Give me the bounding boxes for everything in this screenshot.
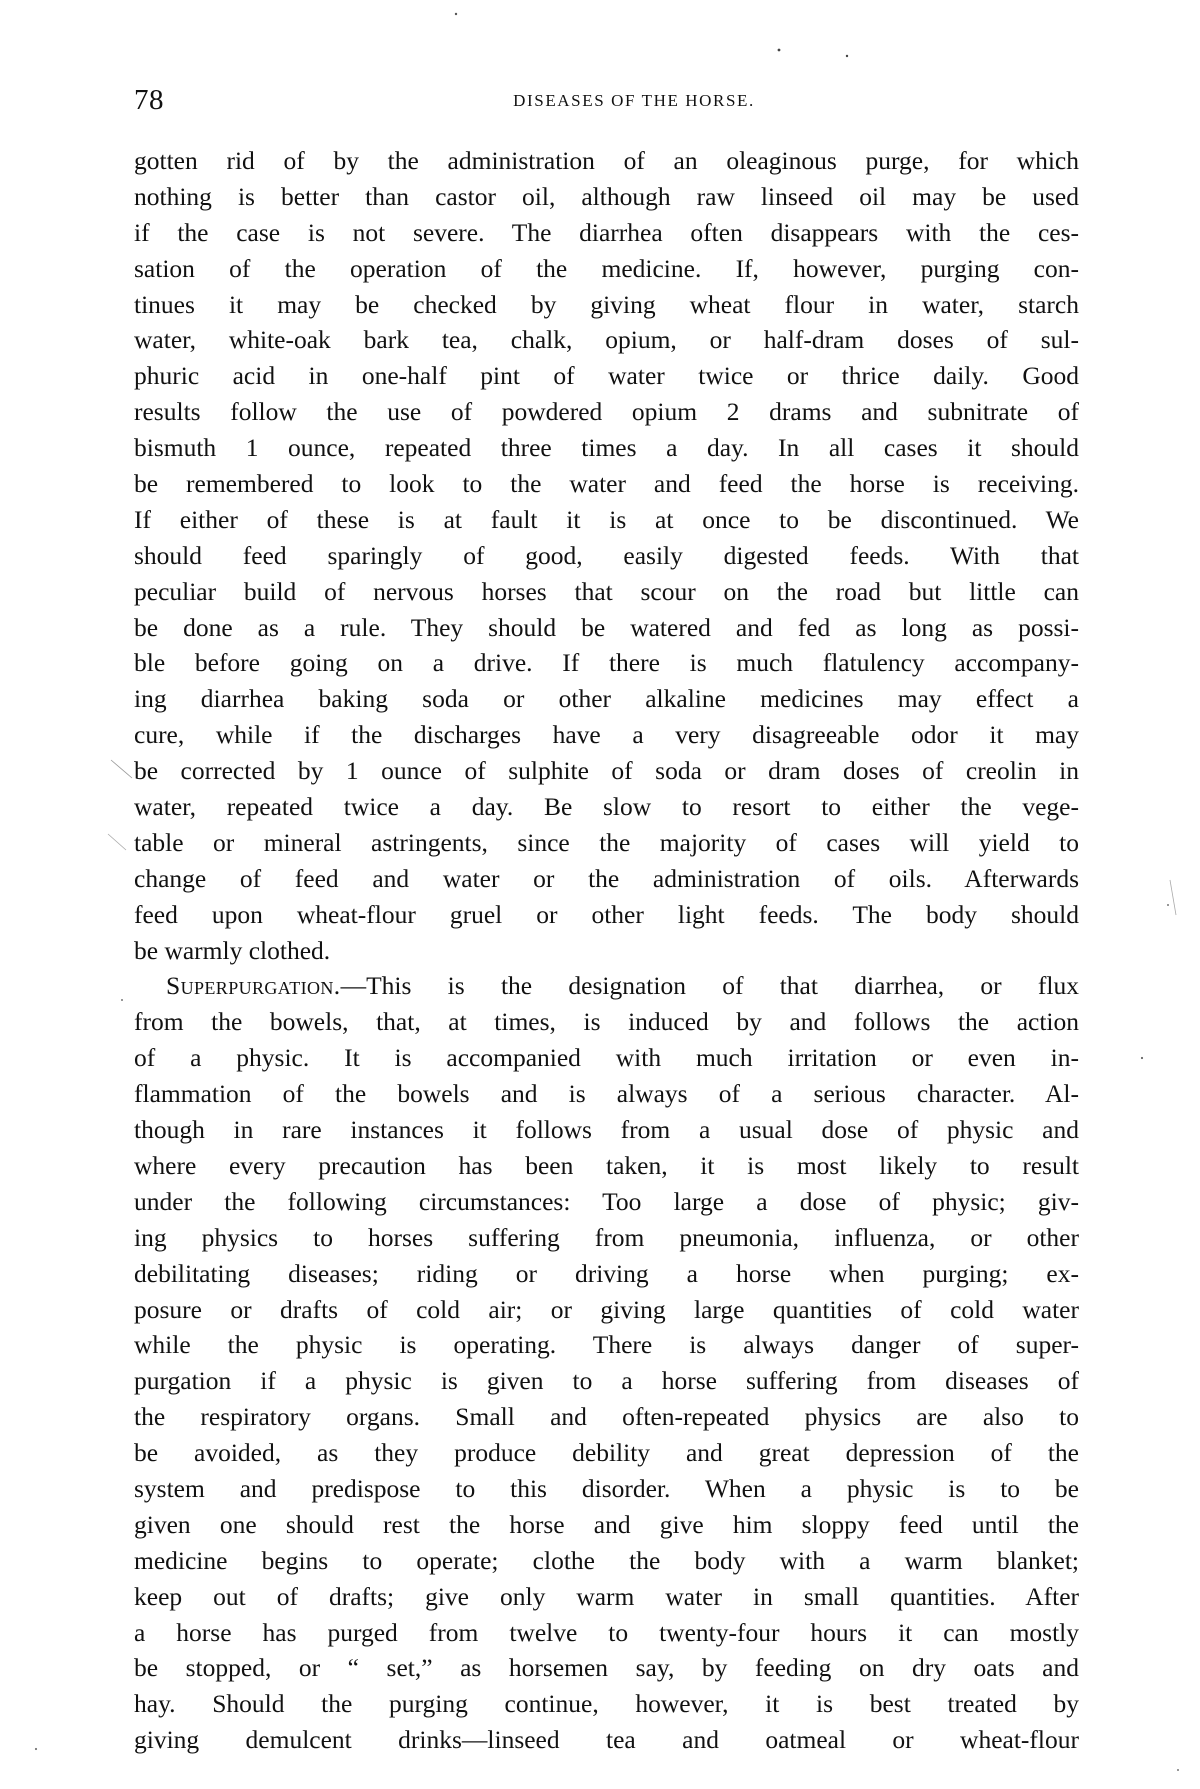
speck <box>1170 880 1176 915</box>
speck <box>1167 904 1169 906</box>
text-line: table or mineral astringents, since the majority of cases will yield to <box>134 827 1079 857</box>
text-line: of a physic. It is accompanied with much irritation or even in- <box>134 1043 1079 1073</box>
text-line: results follow the use of powdered opium 2 drams and subnitrate of <box>134 397 1079 427</box>
text-line: given one should rest the horse and give him sloppy feed until the <box>134 1509 1079 1539</box>
speck <box>121 999 123 1001</box>
running-head: DISEASES OF THE HORSE. <box>513 91 755 110</box>
text-line: system and predispose to this disorder. When a physic is to be <box>134 1473 1079 1503</box>
text-line: nothing is better than castor oil, although raw linseed oil may be used <box>134 181 1079 211</box>
text-line: where every precaution has been taken, it is most likely to result <box>134 1150 1079 1180</box>
text-line <box>134 968 1079 1004</box>
paragraph-diarrhea-treatment <box>134 143 1079 968</box>
heading-line-text: —This is the designation of that diarrhea, or flux <box>340 971 1079 1001</box>
text-line: If either of these is at fault it is at once to be discontinued. We <box>134 504 1079 534</box>
speck <box>35 1748 37 1750</box>
text-line: peculiar build of nervous horses that scour on the road but little can <box>134 576 1079 606</box>
text-line: a horse has purged from twelve to twenty-four hours it can mostly <box>134 1617 1079 1647</box>
page-header <box>134 84 1074 124</box>
text-line: under the following circumstances: Too large a dose of physic; giv- <box>134 1186 1079 1216</box>
body-text <box>134 143 1079 1758</box>
text-line: be warmly clothed. <box>134 935 331 965</box>
text-line: purgation if a physic is given to a horse suffering from diseases of <box>134 1366 1079 1396</box>
speck <box>111 760 132 778</box>
text-line: from the bowels, that, at times, is induced by and follows the action <box>134 1007 1079 1037</box>
text-line: feed upon wheat-flour gruel or other light feeds. The body should <box>134 899 1079 929</box>
text-line: should feed sparingly of good, easily digested feeds. With that <box>134 540 1079 570</box>
speck <box>778 49 781 52</box>
text-line: gotten rid of by the administration of an oleaginous purge, for which <box>134 146 1079 175</box>
text-line: posure or drafts of cold air; or giving large quantities of cold water <box>134 1294 1079 1324</box>
speck <box>1177 1769 1179 1771</box>
text-line: ble before going on a drive. If there is much flatulency accompany- <box>134 648 1079 678</box>
speck <box>455 13 457 15</box>
text-line: be remembered to look to the water and feed the horse is receiving. <box>134 469 1079 499</box>
text-line: water, white-oak bark tea, chalk, opium, or half-dram doses of sul- <box>134 325 1079 355</box>
text-line: hay. Should the purging continue, however, it is best treated by <box>134 1689 1079 1719</box>
text-line: keep out of drafts; give only warm water in small quantities. After <box>134 1581 1079 1611</box>
page-number: 78 <box>134 84 164 116</box>
text-line: be avoided, as they produce debility and great depression of the <box>134 1438 1079 1468</box>
text-line: giving demulcent drinks—linseed tea and oatmeal or wheat-flour <box>134 1725 1079 1755</box>
text-line: if the case is not severe. The diarrhea often disappears with the ces- <box>134 217 1079 247</box>
speck <box>108 834 126 850</box>
text-line: flammation of the bowels and is always of a serious character. Al- <box>134 1079 1079 1109</box>
text-line: though in rare instances it follows from a usual dose of physic and <box>134 1115 1079 1145</box>
text-line: water, repeated twice a day. Be slow to resort to either the vege- <box>134 792 1079 822</box>
paragraph-superpurgation <box>134 968 1079 1758</box>
text-line: bismuth 1 ounce, repeated three times a day. In all cases it should <box>134 433 1079 463</box>
text-line: debilitating diseases; riding or driving a horse when purging; ex- <box>134 1258 1079 1288</box>
speck <box>846 55 848 57</box>
text-line: tinues it may be checked by giving wheat flour in water, starch <box>134 289 1079 319</box>
text-line: be corrected by 1 ounce of sulphite of soda or dram doses of creolin in <box>134 756 1079 786</box>
text-line: ing physics to horses suffering from pneumonia, influenza, or other <box>134 1222 1079 1252</box>
section-heading: Superpurgation. <box>166 971 341 1001</box>
speck <box>1141 1057 1143 1059</box>
text-line: phuric acid in one-half pint of water twice or thrice daily. Good <box>134 361 1079 391</box>
text-line: change of feed and water or the administration of oils. Afterwards <box>134 863 1079 893</box>
text-line: medicine begins to operate; clothe the body with a warm blanket; <box>134 1545 1079 1575</box>
text-line: ing diarrhea baking soda or other alkaline medicines may effect a <box>134 684 1079 714</box>
text-line: the respiratory organs. Small and often-repeated physics are also to <box>134 1402 1079 1432</box>
text-line: cure, while if the discharges have a very disagreeable odor it may <box>134 720 1079 750</box>
text-line: while the physic is operating. There is always danger of super- <box>134 1330 1079 1360</box>
text-line: sation of the operation of the medicine. If, however, purging con- <box>134 253 1079 283</box>
text-line: be done as a rule. They should be watered and fed as long as possi- <box>134 612 1079 642</box>
text-line: be stopped, or “ set,” as horsemen say, by feeding on dry oats and <box>134 1653 1079 1683</box>
